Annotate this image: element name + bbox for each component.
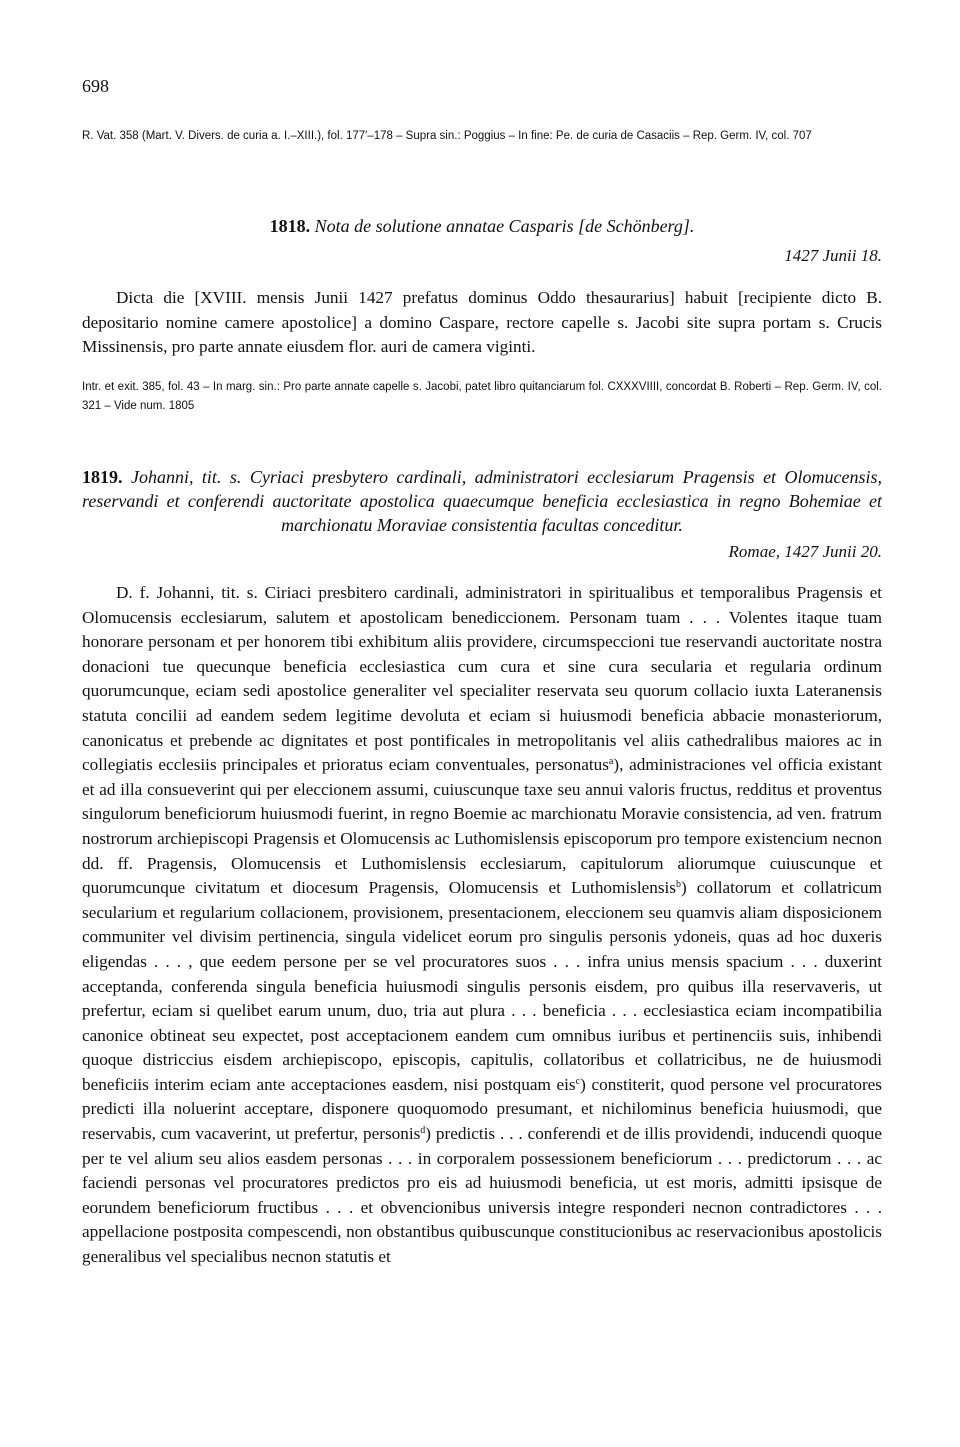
doc-1819-heading-line-2: reservandi et conferendi auctoritate apostolica quaecumque beneficia ecclesiastica in regno Bohemiae et	[82, 491, 882, 511]
doc-number: 1819.	[82, 467, 123, 487]
doc-1818-title	[82, 214, 882, 238]
body-paragraph	[82, 581, 882, 1270]
doc-1818-date: 1427 Junii 18.	[784, 246, 882, 265]
doc-1818-body	[82, 286, 882, 360]
doc-1819-body	[82, 581, 882, 1270]
footnote-marker-d: d	[420, 1125, 426, 1137]
doc-1819-heading-line-1	[82, 465, 882, 489]
footnote-marker-c: c	[575, 1075, 581, 1087]
body-paragraph: Dicta die [XVIII. mensis Junii 1427 prefatus dominus Oddo thesaurarius] habuit [recipiente dicto B. depositario nomine camere apostolice] a domino Caspare, rectore capelle s. Jacobi site supra portam s. Crucis Missinensis, pro parte annate eiusdem flor. auri de camera viginti.	[82, 288, 882, 357]
body-segment: ) collatorum et collatricum secularium et regularium collacionem, provisionem, presentacionem, eleccionem seu quamvis aliam disposicionem communiter vel divisim pertinencia, singula videlicet eorum pro singulis personis ydoneis, quas ad hoc duxeris eligendas . . . , que eedem persone per se vel procuratores suos . . . infra unius mensis spacium . . . duxerint acceptanda, conferenda singula beneficia huiusmodi singulis personis eisdem, pro quibus illa reservaveris, ut prefertur, eciam si quelibet earum unum, duo, tria aut plura . . . beneficia . . . ecclesiastica eciam incompatibilia canonice obtineat seu expectet, post acceptacionem eandem cum omnibus iuribus et pertinenciis suis, inhibendi quoque districcius eisdem archiepiscopo, episcopis, capitulis, collatoribus et collatricibus, ne de huiusmodi beneficiis interim eciam ante acceptaciones easdem, nisi postquam eis	[82, 878, 882, 1094]
doc-1819-heading-line-3: marchionatu Moraviae consistentia facultas conceditur.	[281, 515, 683, 535]
source-note-text: R. Vat. 358 (Mart. V. Divers. de curia a. I.–XIII.), fol. 177′–178 – Supra sin.: Poggius – In fine: Pe. de curia de Casaciis – Rep. Germ. IV, col. 707	[82, 130, 812, 142]
body-segment: D. f. Johanni, tit. s. Ciriaci presbitero cardinali, administratori in spiritualibus et temporalibus Pragensis et Olomucensis ecclesiarum, salutem et apostolicam benediccionem. Personam tuam . . . Volentes itaque tuam honorare personam et per honorem tibi exhibitum aliis providere, circumspeccioni tue reservandi auctoritate nostra donacioni tue quecunque beneficia ecclesiastica cum cura et sine cura secularia et regularia ordinum quorumcunque, eciam sedi apostolice generaliter vel specialiter reservata seu quorum collacio iuxta Lateranensis statuta concilii ad eandem sedem legitime devoluta et eciam si huiusmodi beneficia abbacie monasteriorum, canonicatus et prebende ac dignitates et post pontificales in metropolitanis vel aliis cathedralibus maiores ac in collegiatis ecclesiis principales et prioratus eciam conventuales, personatus	[82, 583, 882, 775]
doc-1819-date: Romae, 1427 Junii 20.	[728, 542, 882, 561]
doc-number: 1818.	[269, 216, 311, 236]
body-segment: ) predictis . . . conferendi et de illis providendi, inducendi quoque per te vel alium seu alios easdem personas . . . in corporalem possessionem beneficiorum . . . predictorum . . . ac faciendi personas vel procuratores predictos pro eis ad huiusmodi beneficia, ut est moris, admitti ipsisque de eorundem beneficiorum fructibus . . . et obvencionibus universis integre responderi necnon contradictores . . . appellacione postposita compescendi, non obstantibus quibuscunque constitucionibus ac reservacionibus apostolicis generalibus vel specialibus necnon statutis et	[82, 1124, 882, 1267]
doc-heading: Nota de solutione annatae Casparis [de Schönberg].	[314, 216, 695, 236]
doc-1819-title	[82, 465, 882, 537]
source-note-text: Intr. et exit. 385, fol. 43 – In marg. sin.: Pro parte annate capelle s. Jacobi, patet libro quitanciarum fol. CXXXVIIII, concordat B. Roberti – Rep. Germ. IV, col. 321 – Vide num. 1805	[82, 381, 882, 412]
body-segment: ), administraciones vel officia existant et ad illa consueverint qui per eleccionem assumi, cuiuscunque taxe seu annui valoris fructus, redditus et proventus singulorum beneficiorum huiusmodi fuerint, in regno Boemie ac marchionatu Moravie consistencia, ad ven. fratrum nostrorum archiepiscopi Pragensis et Olomucensis ac Luthomislensis episcoporum pro tempore existencium necnon dd. ff. Pragensis, Olomucensis et Luthomislensis ecclesiarum, capitulorum aliorumque cuiuscunque et quorumcunque civitatum et diocesum Pragensis, Olomucensis et Luthomislensis	[82, 755, 882, 898]
page-number: 698	[82, 76, 109, 96]
source-note-1818	[82, 378, 882, 416]
footnote-marker-a: a	[608, 756, 614, 768]
footnote-marker-b: b	[676, 879, 681, 891]
doc-heading-part: Johanni, tit. s. Cyriaci presbytero cardinali, administratori ecclesiarum Pragensis et Olomucensis,	[130, 467, 883, 487]
body-segment: ) constiterit, quod persone vel procuratores predicti illa noluerint acceptare, disponere quoquomodo presumant, et nichilominus beneficia huiusmodi, que reservabis, cum vacaverint, ut prefertur, personis	[82, 1074, 882, 1144]
source-note-1817	[82, 127, 882, 146]
